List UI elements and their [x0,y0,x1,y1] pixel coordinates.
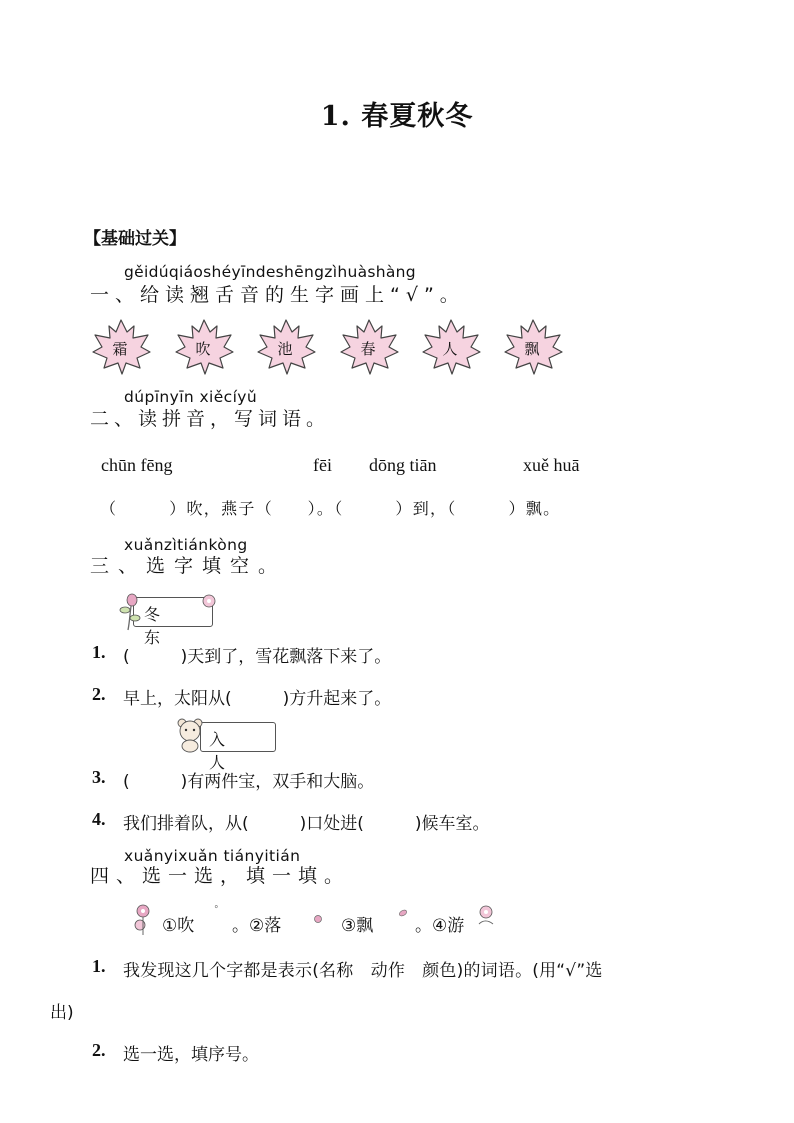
leaf-char: 人 [442,340,458,358]
flower-icon [116,592,144,632]
page-title: 1. 春夏秋冬 [320,101,474,132]
bear-icon [173,717,207,753]
leaf-char: 飘 [524,340,540,358]
leaf-item[interactable] [173,318,237,376]
q4-item1-continuation: 出) [50,1003,74,1023]
leaf-item[interactable] [255,318,319,376]
fill-blank-item[interactable]: 我们排着队，从( )口处进( )候车室。 [123,814,490,834]
leaf-char: 霜 [112,340,128,358]
q3-pinyin: xuǎnzìtiánkòng [124,536,248,554]
item-number: 2. [92,1040,106,1060]
q4-pinyin: xuǎnyixuǎn tiányitián [124,847,301,865]
dot-icon: ° [214,905,219,915]
char-choice-box [133,597,213,647]
item-number: 2. [92,684,106,704]
flower-icon [313,914,323,924]
item-number: 3. [92,767,106,787]
option-item[interactable]: 。②落 [232,916,282,936]
char-choice-box [200,722,276,772]
q4-heading: 四、选一选，填一填。 [90,865,351,887]
pinyin-word: fēi [313,455,332,475]
petal-icon [397,907,409,919]
option-item[interactable]: 。④游 [415,916,465,936]
q4-item2-text: 选一选，填序号。 [123,1045,259,1065]
leaf-item[interactable] [338,318,402,376]
pinyin-word: xuě huā [523,455,580,475]
flower-icon [132,903,154,937]
leaf-item[interactable] [420,318,484,376]
fill-blank-item[interactable]: ( )有两件宝，双手和大脑。 [123,772,375,792]
leaf-char: 春 [360,340,376,358]
char-choices: 冬 东 [144,605,175,647]
leaf-item[interactable] [502,318,566,376]
leaf-char: 池 [277,340,293,358]
item-number: 1. [92,956,106,976]
option-item[interactable]: ③飘 [341,916,374,936]
leaf-item[interactable] [90,318,154,376]
q4-item1-text[interactable]: 我发现这几个字都是表示(名称 动作 颜色)的词语。(用“√”选 [123,961,603,981]
q2-pinyin: dúpīnyīn xiěcíyǔ [124,388,258,406]
char-choices: 入 人 [209,730,240,772]
q1-pinyin: gěidúqiáoshéyīndeshēngzìhuàshàng [124,263,416,281]
flower-icon [474,902,498,928]
fill-blank-item[interactable]: 早上，太阳从( )方升起来了。 [123,689,392,709]
pinyin-word: chūn fēng [101,455,173,475]
pinyin-word: dōng tiān [369,455,437,475]
fill-blank-item[interactable]: ( )天到了，雪花飘落下来了。 [123,647,392,667]
q2-heading: 二、读拼音，写词语。 [90,408,331,430]
q2-sentence[interactable]: （ ）吹，燕子（ ）。（ ）到，（ ）飘。 [100,499,561,518]
q3-heading: 三、选字填空。 [90,555,287,577]
item-number: 4. [92,809,106,829]
option-item[interactable]: ①吹 [162,916,195,936]
leaf-char: 吹 [195,340,211,358]
section-label: 【基础过关】 [84,229,186,249]
item-number: 1. [92,642,106,662]
q1-heading: 一、给读翘舌音的生字画上“√”。 [90,284,465,306]
